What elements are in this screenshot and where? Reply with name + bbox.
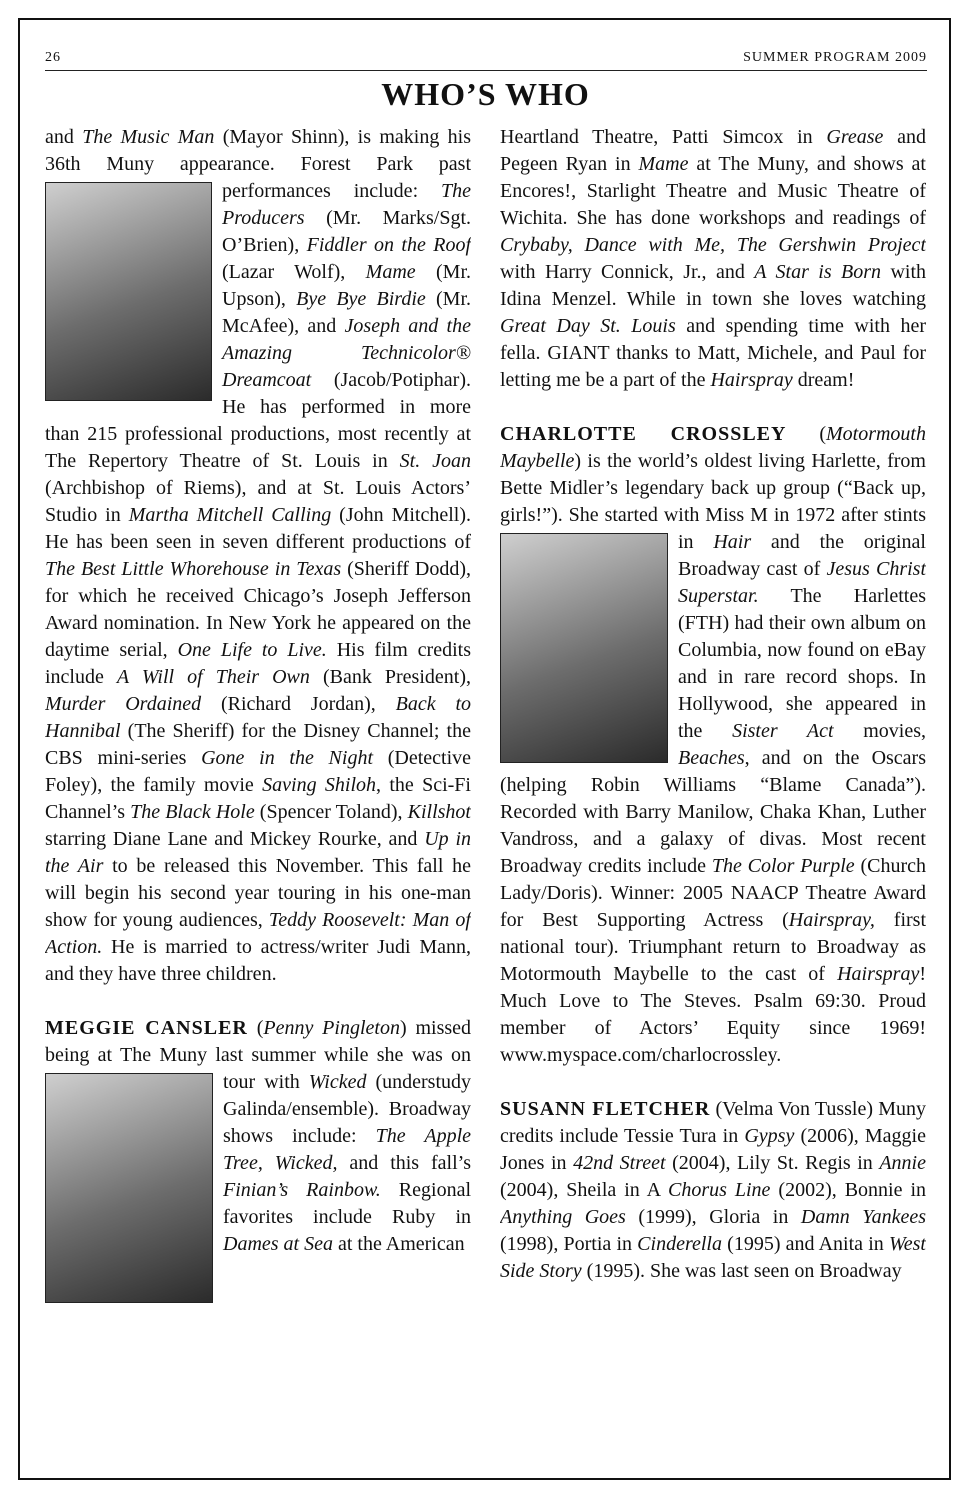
left-column <box>45 124 471 1454</box>
performer-name: SUSANN FLETCHER <box>500 1098 711 1120</box>
bio-charlotte-crossley: CHARLOTTE CROSSLEY (Motormouth Maybelle) is the world’s oldest living Harlette, from Bette Midler’s legendary back up group (“Back up, girls!”). She started with Miss M in 1972 after stints in Hair and the original Broadway cast of Jesus Christ Superstar. The Harlettes (FTH) had their own album on Columbia, now found on eBay and in rare record shops. In Hollywood, she appeared in the Sister Act movies, Beaches, and on the Oscars (helping Robin Williams “Blame Canada”). Recorded with Barry Manilow, Chaka Khan, Luther Vandross, and a galaxy of divas. Most recent Broadway credits include The Color Purple (Church Lady/Doris). Winner: 2005 NAACP Theatre Award for Best Supporting Actress (Hairspray, first national tour). Triumphant return to Broadway as Motormouth Maybelle to the cast of Hairspray! Much Love to The Steves. Psalm 69:30. Proud member of Actors’ Equity since 1969! www.myspace.com/charlocrossley. <box>500 423 926 1066</box>
running-header <box>45 50 927 71</box>
headshot-photo <box>45 182 212 401</box>
program-title: SUMMER PROGRAM 2009 <box>743 50 927 65</box>
bio-continued: Heartland Theatre, Patti Simcox in Grease and Pegeen Ryan in Mame at The Muny, and shows at Encores!, Starlight Theatre and Music Theatre of Wichita. She has done workshops and readings of Crybaby, Dance with Me, The Gershwin Project with Harry Connick, Jr., and A Star is Born with Idina Menzel. While in town she loves watching Great Day St. Louis and spending time with her fella. GIANT thanks to Matt, Michele, and Paul for letting me be a part of the Hairspray dream! <box>500 126 926 391</box>
performer-name: MEGGIE CANSLER <box>45 1017 248 1039</box>
right-column <box>500 124 926 1454</box>
bio-meggie-cansler: MEGGIE CANSLER (Penny Pingleton) missed being at The Muny last summer while she was on tour with Wicked (understudy Galinda/ensemble). Broadway shows include: The Apple Tree, Wicked, and this fall’s Finian’s Rainbow. Regional favorites include Ruby in Dames at Sea at the American <box>45 1015 471 1258</box>
bio-continued: and The Music Man (Mayor Shinn), is making his 36th Muny appearance. Forest Park past performances include: The Producers (Mr. Marks/Sgt. O’Brien), Fiddler on the Roof (Lazar Wolf), Mame (Mr. Upson), Bye Bye Birdie (Mr. McAfee), and Joseph and the Amazing Technicolor® Dreamcoat (Jacob/Potiphar). He has performed in more than 215 professional productions, most recently at The Repertory Theatre of St. Louis in St. Joan (Archbishop of Riems), and at St. Louis Actors’ Studio in Martha Mitchell Calling (John Mitchell). He has been seen in seven different productions of The Best Little Whorehouse in Texas (Sheriff Dodd), for which he received Chicago’s Joseph Jefferson Award nomination. In New York he appeared on the daytime serial, One Life to Live. His film credits include A Will of Their Own (Bank President), Murder Ordained (Richard Jordan), Back to Hannibal (The Sheriff) for the Disney Channel; the CBS mini-series Gone in the Night (Detective Foley), the family movie Saving Shiloh, the Sci-Fi Channel’s The Black Hole (Spencer Toland), Killshot starring Diane Lane and Mickey Rourke, and Up in the Air to be released this November. This fall he will begin his second year touring in his one-man show for young audiences, Teddy Roosevelt: Man of Action. He is married to actress/writer Judi Mann, and they have three children. <box>45 126 471 985</box>
bio-susann-fletcher: SUSANN FLETCHER (Velma Von Tussle) Muny credits include Tessie Tura in Gypsy (2006), Maggie Jones in 42nd Street (2004), Lily St. Regis in Annie (2004), Sheila in A Chorus Line (2002), Bonnie in Anything Goes (1999), Gloria in Damn Yankees (1998), Portia in Cinderella (1995) and Anita in West Side Story (1995). She was last seen on Broadway <box>500 1098 926 1282</box>
headshot-photo <box>45 1073 213 1303</box>
page-number: 26 <box>45 50 61 65</box>
headshot-photo <box>500 533 668 763</box>
performer-name: CHARLOTTE CROSSLEY <box>500 423 787 445</box>
page-title: WHO’S WHO <box>381 76 590 112</box>
